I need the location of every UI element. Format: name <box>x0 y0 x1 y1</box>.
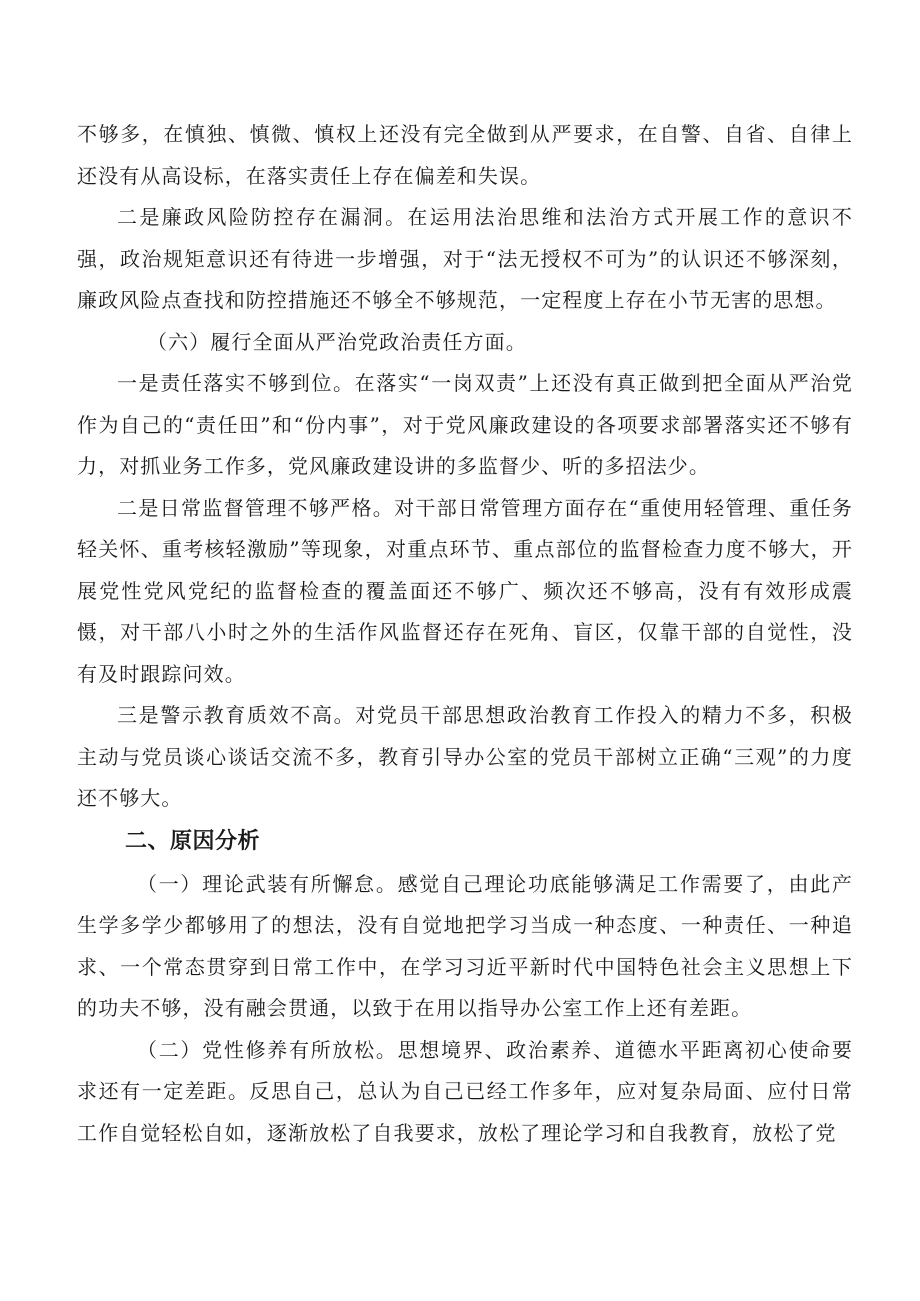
paragraph-integrity-risk: 二是廉政风险防控存在漏洞。在运用法治思维和法治方式开展工作的意识不强，政治规矩意识还有待进一步增强，对于“法无授权不可为”的认识还不够深刻，廉政风险点查找和防控措施还不够全不够规范，一定程度上存在小节无害的思想。 <box>77 205 853 312</box>
paragraph-supervision: 二是日常监督管理不够严格。对干部日常管理方面存在“重使用轻管理、重任务轻关怀、重考核轻激励”等现象，对重点环节、重点部位的监督检查力度不够大，开展党性党风党纪的监督检查的覆盖面还不够广、频次还不够高，没有有效形成震慑，对干部八小时之外的生活作风监督还存在死角、盲区，仅靠干部的自觉性，没有及时跟踪问效。 <box>77 495 853 686</box>
paragraph-continuation: 不够多，在慎独、慎微、慎权上还没有完全做到从严要求，在自警、自省、自律上还没有从高设标，在落实责任上存在偏差和失误。 <box>77 122 853 188</box>
paragraph-responsibility: 一是责任落实不够到位。在落实“一岗双责”上还没有真正做到把全面从严治党作为自己的“责任田”和“份内事”，对于党风廉政建设的各项要求部署落实还不够有力，对抓业务工作多，党风廉政建设讲的多监督少、听的多招法少。 <box>77 371 853 478</box>
paragraph-party-spirit: （二）党性修养有所放松。思想境界、政治素养、道德水平距离初心使命要求还有一定差距。反思自己，总认为自己已经工作多年，应对复杂局面、应付日常工作自觉轻松自如，逐渐放松了自我要求，放松了理论学习和自我教育，放松了党 <box>77 1037 853 1145</box>
paragraph-warning-education: 三是警示教育质效不高。对党员干部思想政治教育工作投入的精力不多，积极主动与党员谈心谈话交流不多，教育引导办公室的党员干部树立正确“三观”的力度还不够大。 <box>77 703 853 810</box>
section-heading-six: （六）履行全面从严治党政治责任方面。 <box>147 329 527 354</box>
document-page <box>77 114 853 1154</box>
paragraph-theory: （一）理论武装有所懈怠。感觉自己理论功底能够满足工作需要了，由此产生学多学少都够用了的想法，没有自觉地把学习当成一种态度、一种责任、一种追求、一个常态贯穿到日常工作中，在学习习近平新时代中国特色社会主义思想上下的功夫不够，没有融会贯通，以致于在用以指导办公室工作上还有差距。 <box>77 871 853 1020</box>
heading-cause-analysis: 二、原因分析 <box>125 828 261 854</box>
